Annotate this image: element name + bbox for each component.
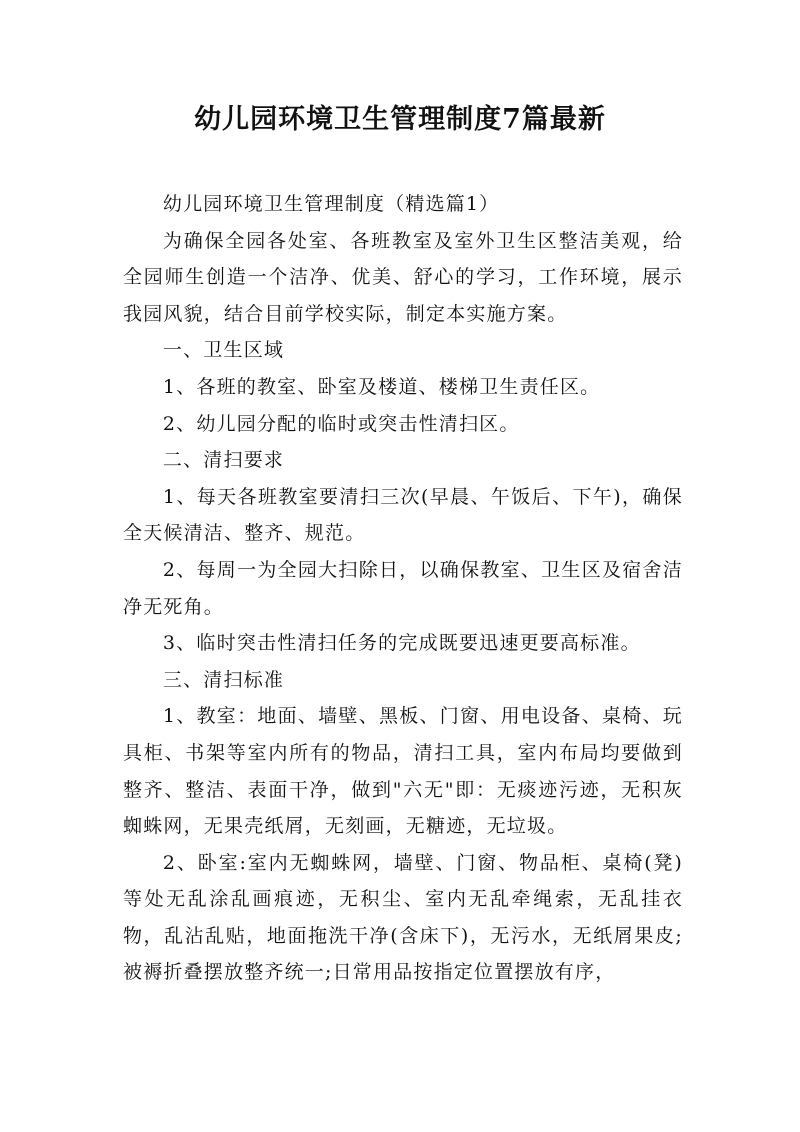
paragraph: 2、幼儿园分配的临时或突击性清扫区。	[162, 412, 520, 435]
paragraph: 1、教室：地面、墙壁、黑板、门窗、用电设备、桌椅、玩具柜、书架等室内所有的物品，清扫工具，室内布局均要做到整齐、整洁、表面干净，做到"六无"即：无痰迹污迹，无积灰蜘蛛网，无果壳纸屑，无刻画，无糖迹，无垃圾。	[123, 705, 683, 838]
paragraph: 1、每天各班教室要清扫三次(早晨、午饭后、下午)，确保全天候清洁、整齐、规范。	[123, 485, 683, 545]
section-heading: 幼儿园环境卫生管理制度（精选篇1）	[162, 193, 500, 215]
paragraph: 2、卧室:室内无蜘蛛网，墙壁、门窗、物品柜、桌椅(凳)等处无乱涂乱画痕迹，无积尘、室内无乱牵绳索，无乱挂衣物，乱沾乱贴，地面拖洗干净(含床下)，无污水，无纸屑果皮;被褥折叠摆放整齐统一;日常用品按指定位置摆放有序，	[123, 851, 683, 984]
document-body	[123, 186, 683, 991]
section-heading: 三、清扫标准	[162, 668, 285, 691]
paragraph: 2、每周一为全园大扫除日，以确保教室、卫生区及宿舍洁净无死角。	[123, 558, 683, 618]
paragraph: 1、各班的教室、卧室及楼道、楼梯卫生责任区。	[162, 375, 601, 398]
document-title: 幼儿园环境卫生管理制度7篇最新	[194, 104, 606, 135]
section-heading: 一、卫生区域	[162, 339, 285, 362]
paragraph: 3、临时突击性清扫任务的完成既要迅速更要高标准。	[162, 632, 641, 655]
section-heading: 二、清扫要求	[162, 449, 285, 472]
paragraph: 为确保全园各处室、各班教室及室外卫生区整洁美观，给全园师生创造一个洁净、优美、舒心的学习，工作环境，展示我园风貌，结合目前学校实际，制定本实施方案。	[123, 229, 683, 325]
